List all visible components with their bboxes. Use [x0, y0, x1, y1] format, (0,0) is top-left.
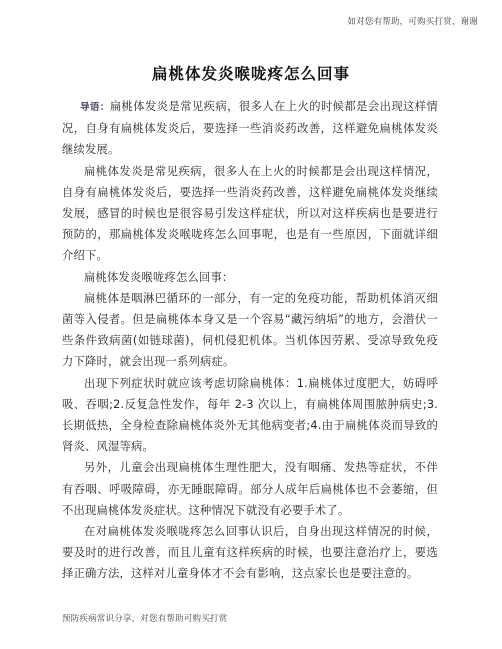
document-body: [62, 96, 438, 585]
lead-text: 扁桃体发炎是常见疾病，很多人在上火的时候都是会出现这样情况，自身有扁桃体发炎后，要选择一些消炎药改善，这样避免扁桃体发炎继续发展。: [62, 100, 438, 157]
paragraph-1: 扁桃体发炎是常见疾病，很多人在上火的时候都是会出现这样情况，自身有扁桃体发炎后，要选择一些消炎药改善，这样避免扁桃体发炎继续发展，感冒的时候也是很容易引发这样症状，所以对这样疾病也是要进行预防的，那扁桃体发炎喉咙疼怎么回事呢，也是有一些原因，下面就详细介绍下。: [62, 164, 438, 263]
lead-paragraph: [62, 96, 438, 161]
paragraph-5: 另外，儿童会出现扁桃体生理性肥大，没有咽痛、发热等症状，不伴有吞咽、呼吸障碍，亦无睡眠障碍。部分人成年后扁桃体也不会萎缩，但不出现扁桃体发炎症状。这种情况下就没有必要手术了。: [62, 461, 438, 517]
paragraph-4: 出现下列症状时就应该考虑切除扁桃体：1.扁桃体过度肥大，妨碍呼吸、吞咽;2.反复急性发作，每年 2-3 次以上，有扁桃体周围脓肿病史;3.长期低热，全身检查除扁桃体炎外无其他病变者;4.由于扁桃体炎而导致的肾炎、风湿等病。: [62, 376, 438, 454]
lead-label: 导语：: [80, 102, 110, 113]
header-note: 如对您有帮助，可购买打赏，谢谢: [347, 17, 478, 27]
paragraph-6: 在对扁桃体发炎喉咙疼怎么回事认识后，自身出现这样情况的时候，要及时的进行改善，而且儿童有这样疾病的时候，也要注意治疗上，要选择正确方法，这样对儿童身体才不会有影响，这点家长也是要注意的。: [62, 525, 438, 581]
paragraph-3: 扁桃体是咽淋巴循环的一部分，有一定的免疫功能，帮助机体消灭细菌等入侵者。但是扁桃体本身又是一个容易“藏污纳垢”的地方，会潜伏一些条件致病菌(如链球菌)，伺机侵犯机体。当机体因劳累、受凉导致免疫力下降时，就会出现一系列病症。: [62, 291, 438, 369]
paragraph-2: 扁桃体发炎喉咙疼怎么回事：: [84, 270, 234, 284]
document-title: 扁桃体发炎喉咙疼怎么回事: [151, 65, 350, 83]
footer-note: 预防疾病常识分享，对您有帮助可购买打赏: [62, 614, 228, 624]
